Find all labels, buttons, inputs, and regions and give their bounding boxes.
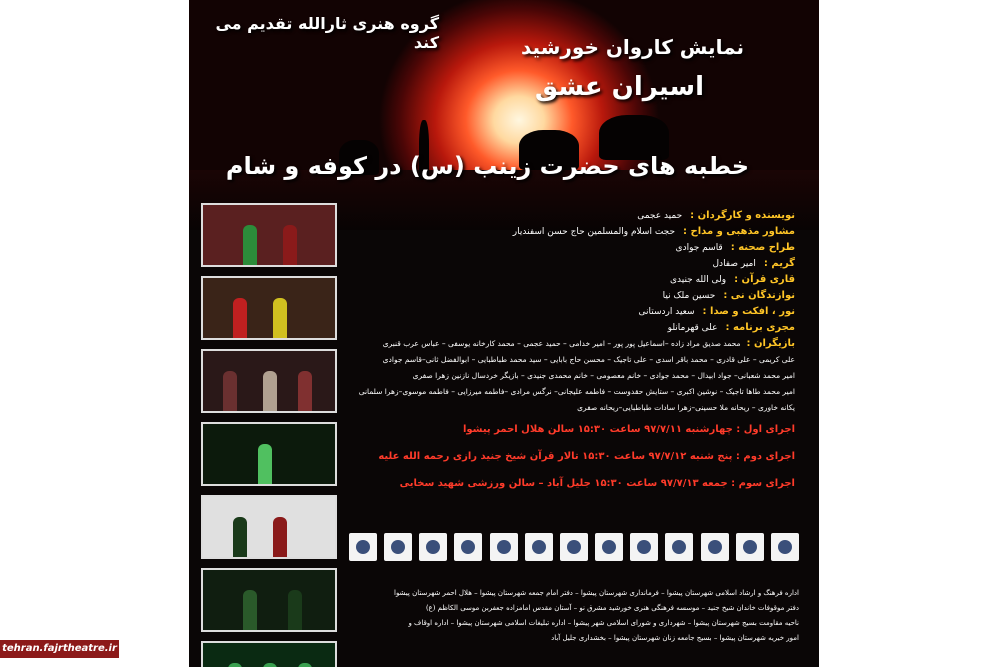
sponsor-logo bbox=[560, 533, 588, 561]
sponsor-logo bbox=[595, 533, 623, 561]
sponsor-logo bbox=[701, 533, 729, 561]
credit-row: طراح صحنه :قاسم جوادی bbox=[675, 242, 795, 253]
scene-photo bbox=[201, 422, 337, 486]
event-poster bbox=[189, 0, 819, 667]
sponsors-text bbox=[359, 586, 799, 646]
scene-photo bbox=[201, 495, 337, 559]
credit-row: مجری برنامه :علی قهرمانلو bbox=[667, 322, 795, 333]
site-watermark: tehran.fajrtheatre.ir bbox=[0, 640, 119, 658]
scene-thumbnails bbox=[201, 203, 337, 667]
show-tagline: خطبه های حضرت زینب (س) در کوفه و شام bbox=[225, 152, 749, 180]
presents-text: گروه هنری ثارالله تقدیم می کند bbox=[215, 14, 439, 52]
sponsor-logos bbox=[349, 533, 799, 563]
credit-row: نور ، افکت و صدا :سعید اردستانی bbox=[638, 306, 795, 317]
scene-photo bbox=[201, 276, 337, 340]
scene-photo bbox=[201, 568, 337, 632]
sponsors-line: ناحیه مقاومت بسیج شهرستان پیشوا – شهرداری و شورای اسلامی شهر پیشوا – اداره تبلیغات اسلامی شهرستان پیشوا – اداره اوقاف و bbox=[408, 619, 799, 627]
sponsor-logo bbox=[349, 533, 377, 561]
sponsor-logo bbox=[771, 533, 799, 561]
sponsors-line: امور خیریه شهرستان پیشوا – بسیج جامعه زنان شهرستان پیشوا – بخشداری جلیل آباد bbox=[551, 634, 799, 642]
cast-line: علی کریمی – علی قادری – محمد باقر اسدی – علی تاجیک – محسن حاج بابایی – سید محمد طباطبایی – ابوالفضل ثانی–قاسم جوادی bbox=[382, 355, 795, 364]
show-title: نمایش کاروان خورشید bbox=[521, 35, 744, 59]
credits-block bbox=[335, 208, 795, 497]
show-subtitle: اسیران عشق bbox=[534, 72, 704, 102]
sponsor-logo bbox=[525, 533, 553, 561]
cast-line: یکانه خاوری – ریحانه ملا حسینی–زهرا سادات طباطبایی–ریحانه صفری bbox=[577, 403, 795, 412]
sponsor-logo bbox=[665, 533, 693, 561]
performance-1: اجرای اول : چهارشنبه ۹۷/۷/۱۱ ساعت ۱۵:۳۰ سالن هلال احمر پیشوا bbox=[462, 424, 795, 435]
sponsor-logo bbox=[490, 533, 518, 561]
credit-row: مشاور مذهبی و مداح :حجت اسلام والمسلمین حاج حسن اسفندیار bbox=[512, 226, 795, 237]
sponsor-logo bbox=[454, 533, 482, 561]
scene-photo bbox=[201, 203, 337, 267]
cast-line: امیر محمد طاها تاجیک – نوشین اکبری – ستایش حقدوست – فاطمه علیجانی– نرگس مرادی –فاطمه میرزایی – فاطمه موسوی–زهرا سلمانی bbox=[358, 387, 795, 396]
sponsor-logo bbox=[384, 533, 412, 561]
sponsor-logo bbox=[736, 533, 764, 561]
sponsor-logo bbox=[630, 533, 658, 561]
credit-row: قاری قرآن :ولی الله جنیدی bbox=[669, 274, 795, 285]
sponsors-line: دفتر موقوفات خاندان شیخ جنید – موسسه فرهنگی هنری خورشید مشرق نو – آستان مقدس امامزاده جعفربن موسی الکاظم (ع) bbox=[425, 604, 799, 612]
scene-photo bbox=[201, 349, 337, 413]
sponsors-line: اداره فرهنگ و ارشاد اسلامی شهرستان پیشوا – فرمانداری شهرستان پیشوا – دفتر امام جمعه شهرستان پیشوا – هلال احمر شهرستان پیشوا bbox=[394, 589, 799, 597]
scene-photo bbox=[201, 641, 337, 667]
credit-row: نوازندگان نی :حسین ملک نیا bbox=[662, 290, 795, 301]
cast-line: امیر محمد شعبانی– جواد ابیدال – محمد جوادی – خانم معصومی – خانم محمدی جنیدی – بازیگر خردسال نازنین زهرا صفری bbox=[412, 371, 795, 380]
performance-3: اجرای سوم : جمعه ۹۷/۷/۱۳ ساعت ۱۵:۳۰ جلیل آباد – سالن ورزشی شهید سخایی bbox=[399, 478, 795, 489]
performance-2: اجرای دوم : پنج شنبه ۹۷/۷/۱۲ ساعت ۱۵:۳۰ تالار قرآن شیخ جنید رازی رحمه الله علیه bbox=[378, 451, 795, 462]
credit-row: گریم :امیر صفادل bbox=[712, 258, 795, 269]
sponsor-logo bbox=[419, 533, 447, 561]
credit-row: نویسنده و کارگردان :حمید عجمی bbox=[637, 210, 795, 221]
cast-list: بازیگران :محمد صدیق مراد زاده –اسماعیل پور پور – امیر خدامی – حمید عجمی – محمد کارخانه یوسفی – عباس عرب قنبری bbox=[382, 338, 795, 349]
